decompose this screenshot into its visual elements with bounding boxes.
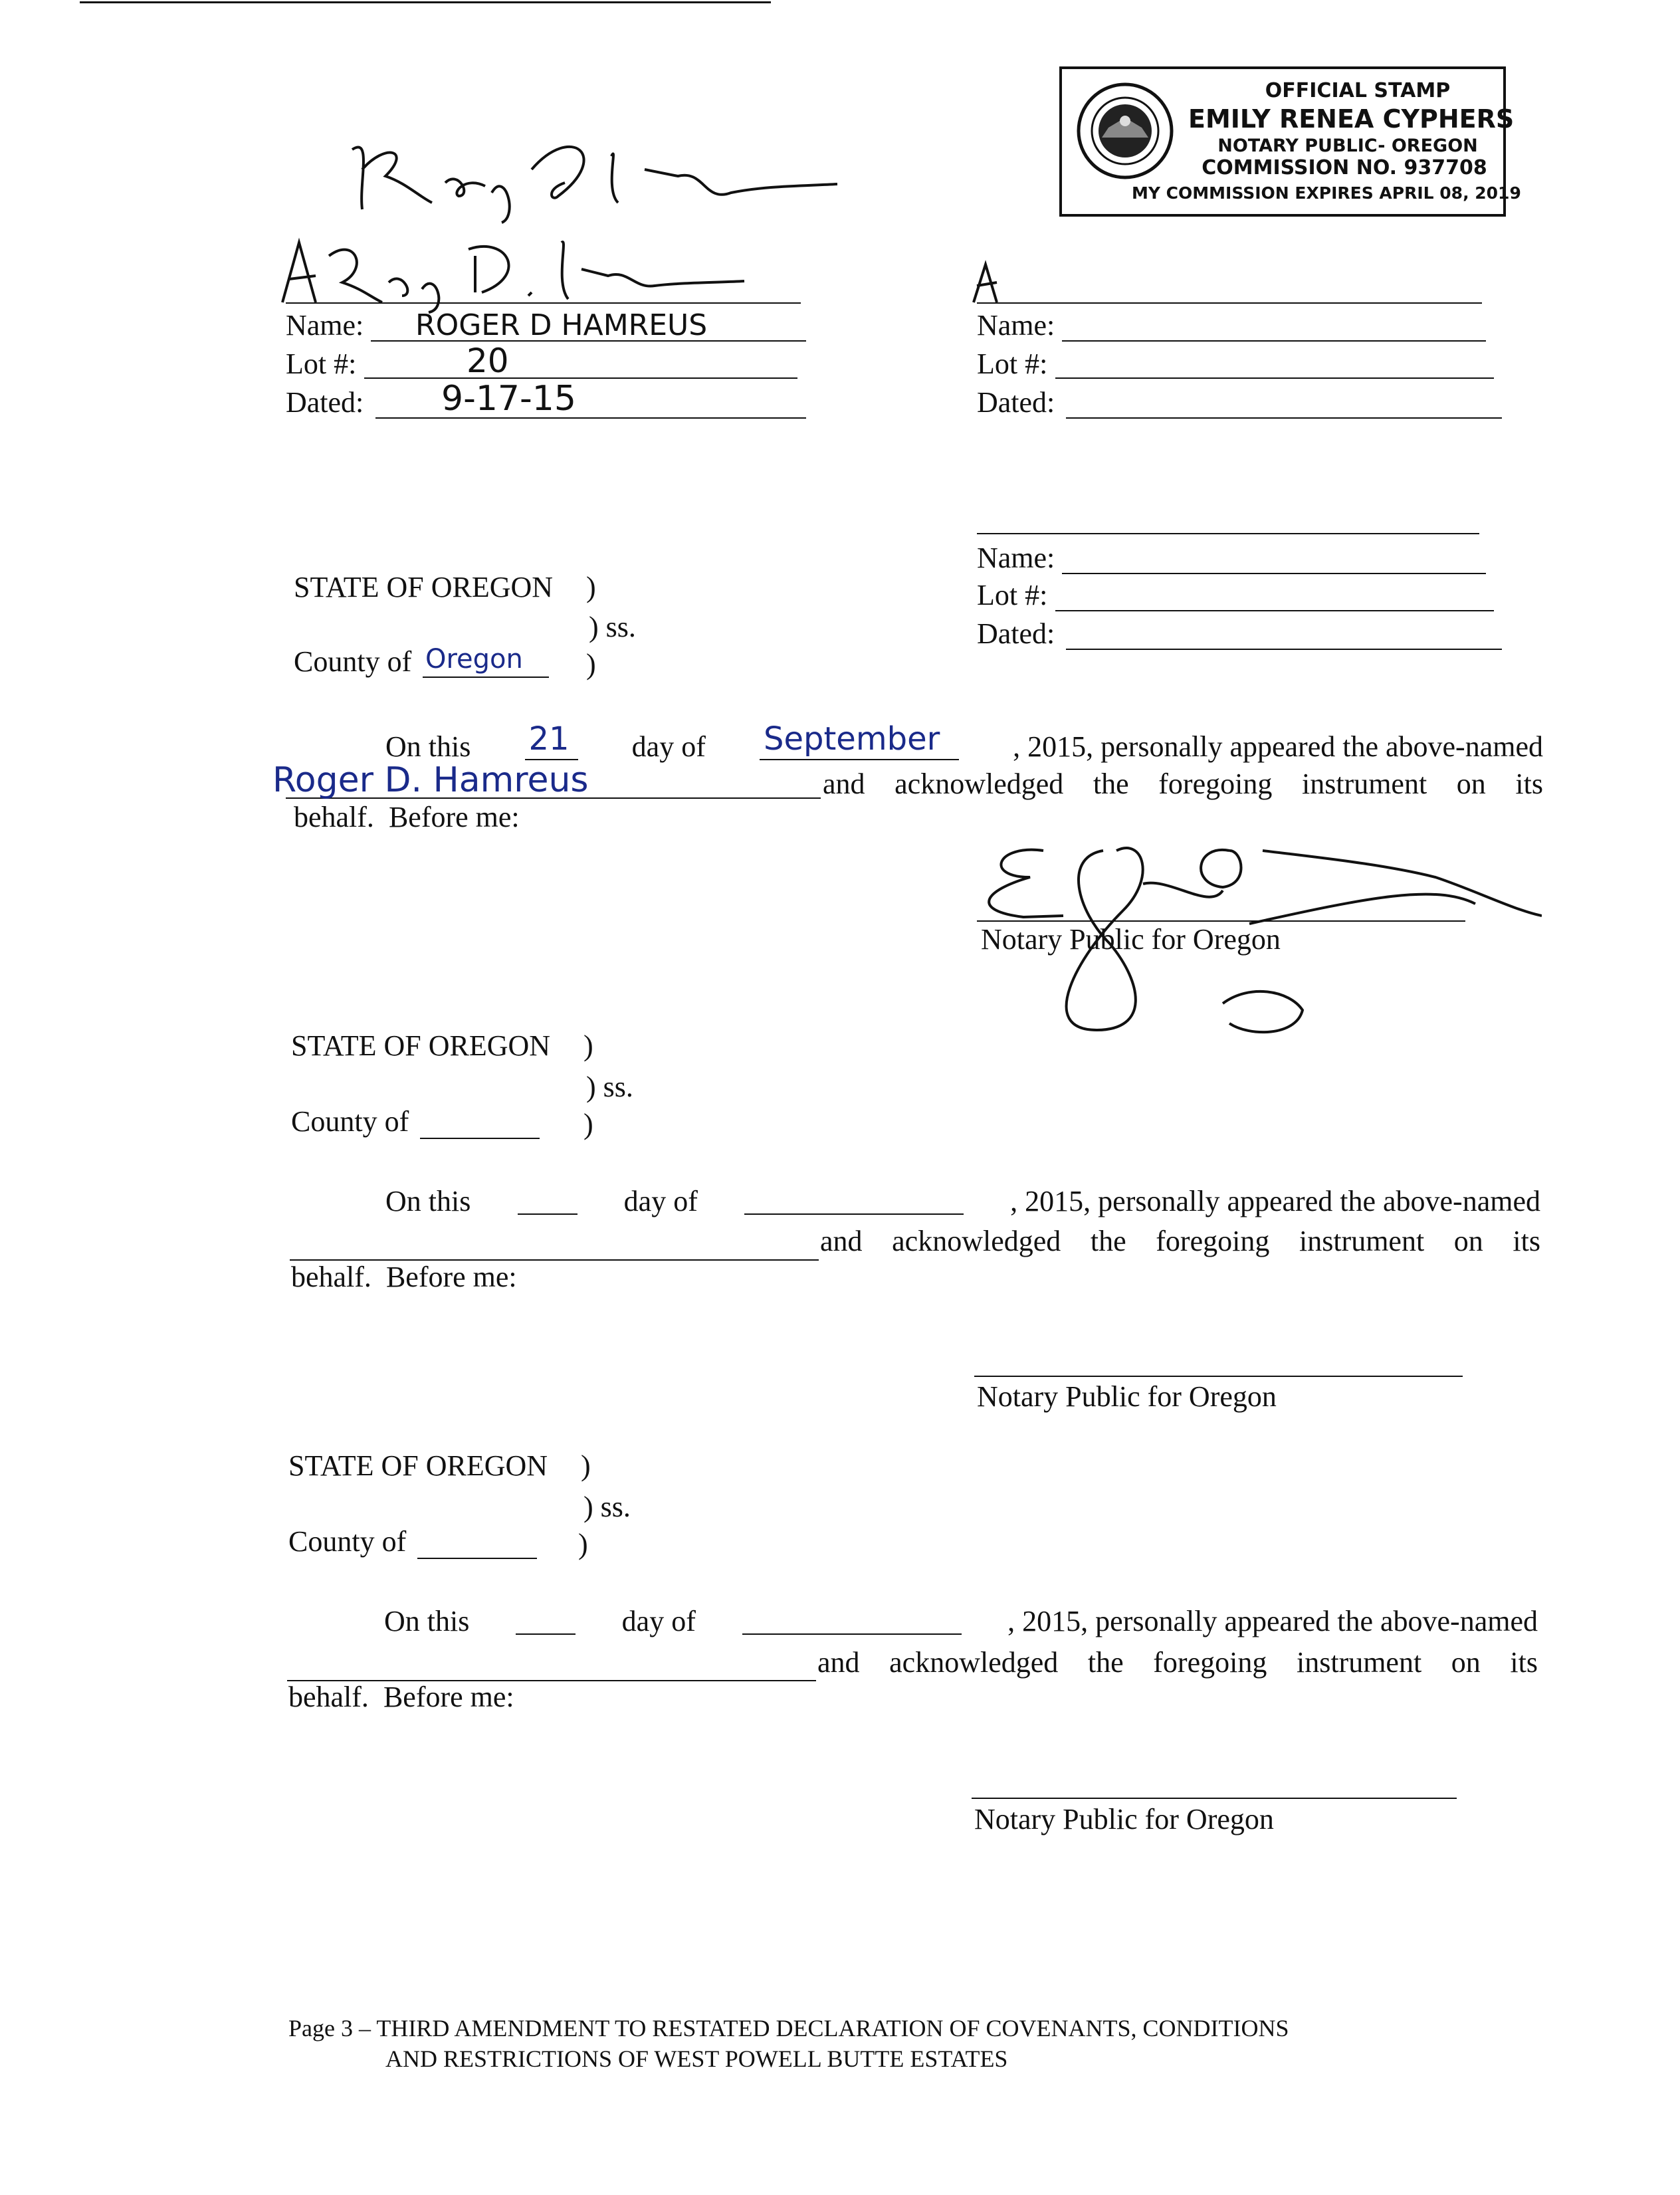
signer1-name-label: Name: (286, 309, 364, 342)
signer3-signature-line (977, 533, 1479, 534)
ack1-behalf (294, 803, 520, 832)
stamp-title: OFFICIAL STAMP (1265, 79, 1451, 102)
ack3-day-of: day of (621, 1605, 696, 1637)
ack3-notary-line (972, 1798, 1457, 1799)
ack2-notary-label: Notary Public for Oregon (977, 1380, 1277, 1413)
ack3-on-this: On this (384, 1605, 470, 1637)
signer3-dated-label: Dated: (977, 617, 1055, 650)
signer2-dated-line (1066, 417, 1502, 419)
state-seal-icon (1075, 81, 1175, 181)
ack2-year-text: , 2015, personally appeared the above-named (1010, 1185, 1540, 1217)
signer3-dated-line (1066, 649, 1502, 650)
ack1-behalf-word: behalf. (294, 801, 374, 833)
signer3-lot-label: Lot #: (977, 579, 1048, 611)
ack1-on-this: On this (385, 730, 471, 763)
signer1-signature (332, 130, 837, 229)
ack2-county-line (420, 1138, 540, 1139)
ack1-notary-label: Notary Public for Oregon (981, 923, 1281, 956)
signer2-name-label: Name: (977, 309, 1055, 342)
ack1-appeared-value: Roger D. Hamreus (272, 760, 589, 800)
sign-here-arrow-icon (967, 259, 1007, 306)
ack1-ack-text: and acknowledged the foregoing instrument on its (823, 768, 1543, 800)
ack3-line1 (384, 1607, 1538, 1636)
signer2-lot-label: Lot #: (977, 348, 1048, 380)
ack3-behalf-word: behalf. (288, 1681, 369, 1713)
footer-line1: Page 3 – THIRD AMENDMENT TO RESTATED DECLARATION OF COVENANTS, CONDITIONS (288, 2015, 1289, 2041)
ack3-ss: ) ss. (583, 1491, 631, 1523)
ack3-county-line (417, 1558, 537, 1559)
signer2-name-line (1062, 340, 1486, 342)
ack2-behalf-word: behalf. (291, 1261, 371, 1293)
ack1-county-label: County of (294, 645, 412, 678)
signer3-name-line (1062, 573, 1486, 574)
signer1-dated-value: 9-17-15 (441, 379, 576, 419)
notary-stamp (1059, 66, 1521, 217)
ack2-ss: ) ss. (586, 1071, 633, 1103)
signer1-dated-line (375, 417, 806, 419)
stamp-commission-expiry: MY COMMISSION EXPIRES APRIL 08, 2019 (1132, 183, 1521, 203)
ack1-notary-line (977, 920, 1465, 922)
signer2-signature-line (977, 302, 1482, 304)
signer1-signature-line (286, 302, 801, 304)
ack2-state-paren: ) (583, 1029, 593, 1062)
ack1-before-me: Before me: (388, 801, 520, 833)
ack2-county-label: County of (291, 1105, 409, 1138)
ack1-day-of: day of (631, 730, 706, 763)
ack2-notary-line (974, 1376, 1463, 1377)
ack3-day-blank (516, 1607, 576, 1635)
ack1-county-paren: ) (586, 648, 596, 680)
ack2-before-me: Before me: (385, 1261, 517, 1293)
signer1-name-value: ROGER D HAMREUS (415, 308, 708, 342)
scan-edge-line (80, 1, 771, 3)
ack1-year-text: , 2015, personally appeared the above-named (1013, 730, 1543, 763)
stamp-notary-title: NOTARY PUBLIC- OREGON (1217, 136, 1478, 156)
stamp-commission-number: COMMISSION NO. 937708 (1202, 156, 1487, 179)
ack3-year-text: , 2015, personally appeared the above-named (1007, 1605, 1538, 1637)
ack3-notary-label: Notary Public for Oregon (974, 1803, 1274, 1835)
ack2-month-blank (744, 1187, 964, 1215)
ack1-state-paren: ) (586, 571, 596, 603)
signer1-lot-value: 20 (467, 342, 509, 380)
ack1-line1 (385, 720, 1543, 763)
ack1-state: STATE OF OREGON (294, 571, 554, 603)
ack1-month-value: September (764, 720, 940, 758)
ack3-state: STATE OF OREGON (288, 1449, 548, 1482)
ack1-day-blank (525, 720, 578, 760)
ack3-county-label: County of (288, 1525, 407, 1558)
ack1-appeared-blank (272, 760, 821, 800)
footer-line2: AND RESTRICTIONS OF WEST POWELL BUTTE ESTATES (385, 2045, 1008, 2072)
ack3-month-blank (742, 1607, 962, 1635)
signer1-dated-label: Dated: (286, 386, 364, 419)
ack2-behalf (291, 1263, 517, 1292)
ack2-day-blank (518, 1187, 578, 1215)
ack1-day-value: 21 (528, 720, 570, 758)
ack1-county-value: Oregon (425, 644, 523, 675)
stamp-notary-name: EMILY RENEA CYPHERS (1188, 104, 1515, 134)
ack2-state: STATE OF OREGON (291, 1029, 551, 1062)
ack1-ss: ) ss. (589, 611, 636, 643)
signer2-dated-label: Dated: (977, 386, 1055, 419)
ack2-day-of: day of (623, 1185, 698, 1217)
ack2-line1 (385, 1187, 1540, 1216)
ack3-county-paren: ) (578, 1528, 588, 1560)
ack1-month-blank (760, 720, 959, 760)
signer3-lot-line (1055, 610, 1494, 611)
signer2-lot-line (1055, 377, 1494, 379)
signer1-lot-line (364, 377, 797, 379)
ack2-ack-text: and acknowledged the foregoing instrument on its (820, 1225, 1540, 1257)
ack3-state-paren: ) (581, 1449, 591, 1482)
ack3-ack-text: and acknowledged the foregoing instrument on its (817, 1646, 1538, 1679)
signer3-name-label: Name: (977, 542, 1055, 574)
ack1-county-line (423, 677, 549, 678)
ack2-county-paren: ) (583, 1108, 593, 1140)
ack3-behalf (288, 1683, 514, 1712)
ack3-before-me: Before me: (383, 1681, 514, 1713)
signer1-lot-label: Lot #: (286, 348, 357, 380)
ack2-on-this: On this (385, 1185, 471, 1217)
